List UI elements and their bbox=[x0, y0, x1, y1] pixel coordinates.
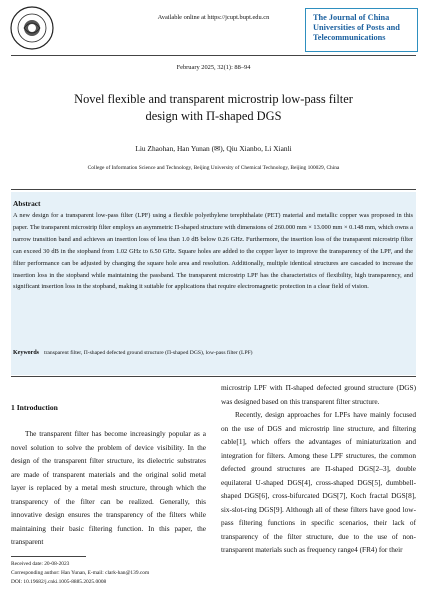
intro-left-column: The transparent filter has become increasingly popular as a novel solution to solve the problem of device visibility. In the design of the transparent filter structure, its dielectric substrates are made of transparent materials and the original solid metal layer is replaced by a metal mesh structure, through which the transparency of the filter can be realized. Generally, this innovative design ensures the transparency of the filters while maintaining their basic filtering function. In this paper, the transparent bbox=[11, 429, 206, 546]
section-heading: 1 Introduction bbox=[11, 403, 58, 412]
footnotes bbox=[11, 560, 149, 587]
paper-title bbox=[0, 91, 427, 125]
keywords-text: transparent filter, Π-shaped defected ground structure (Π-shaped DGS), low-pass filter (LPF) bbox=[44, 350, 253, 356]
paragraph: microstrip LPF with Π-shaped defected ground structure (DGS) was designed based on this transparent filter structure. bbox=[221, 383, 416, 406]
journal-name-line: Telecommunications bbox=[313, 33, 386, 42]
title-line: Novel flexible and transparent microstrip low-pass filter bbox=[74, 92, 353, 106]
corresponding-author: Corresponding author: Han Yunan, E-mail: clark-han@139.com bbox=[11, 570, 150, 576]
journal-logo bbox=[10, 6, 54, 50]
affiliation: College of Information Science and Technology, Beijing University of Chemical Technology, Beijing 100029, China bbox=[87, 165, 340, 171]
available-online: Available online at https://jcupt.bupt.edu.cn bbox=[157, 14, 270, 21]
journal-name-line: The Journal of China bbox=[313, 13, 390, 22]
title-line: design with Π-shaped DGS bbox=[145, 109, 282, 123]
journal-name-line: Universities of Posts and bbox=[313, 23, 400, 32]
intro-right-column bbox=[221, 381, 416, 557]
keywords-label: Keywords bbox=[13, 350, 39, 356]
footnote-divider bbox=[11, 556, 86, 557]
authors: Liu Zhaohan, Han Yunan (✉), Qiu Xianbo, Li Xianli bbox=[135, 144, 292, 153]
issue-info: February 2025, 32(1): 88–94 bbox=[176, 64, 251, 71]
divider bbox=[11, 189, 416, 190]
doi: DOI: 10.19682/j.cnki.1005-8885.2025.0008 bbox=[11, 579, 107, 585]
abstract-heading: Abstract bbox=[13, 199, 41, 208]
abstract-text: A new design for a transparent low-pass filter (LPF) using a flexible polyethylene terephthalate (PET) material and metallic copper was proposed in this paper. The transparent microstrip filter employs an asymmetric Π-shaped structure with dimensions of 260.000 mm × 13.000 mm × 0.148 mm, which owns a narrow transition band and achieves an insertion loss of less than 1.0 dB below 0.26 GHz. Furthermore, the insertion loss of the transparent microstrip filter can exceed 30 dB in the stopband from 1.02 GHz to 6.50 GHz. Square holes are added to the copper layer to improve the transparency of the LPF, and the filter performance can be adjusted by changing the square hole area and resolution. Additionally, multiple identical structures are cascaded to increase the insertion loss in the stopband while maintaining the passband. The transparent microstrip LPF has the characteristics of flexibility, high transparency, and significant insertion loss in the stopband, making it suitable for applications that require electromagnetic protection in a clear field of vision. bbox=[13, 212, 413, 291]
divider bbox=[11, 376, 416, 377]
paragraph: Recently, design approaches for LPFs have mainly focused on the use of DGS and microstrip line structure, and filtering cable[1], which offers the advantages of miniaturization and integration for filters. Among these LPF structures, the common defected ground structures are Π-shaped DGS[2–3], double equilateral U-shaped DGS[4], cross-shaped DGS[5], dumbbell-shaped DGS[6], cross-bifurcated DGS[7], Koch fractal DGS[8], six-slot-ring DGS[9]. Although all of these filters have good low-pass filtering functions in specific scenarios, their lack of transparency of the filter structure, due to the use of non-transparent materials such as frequency range4 (FR4) for their bbox=[221, 410, 416, 554]
journal-name-box bbox=[305, 8, 418, 52]
keywords bbox=[13, 350, 413, 356]
received-date: Received date: 20-08-2023 bbox=[11, 561, 70, 567]
header-divider bbox=[11, 55, 416, 56]
